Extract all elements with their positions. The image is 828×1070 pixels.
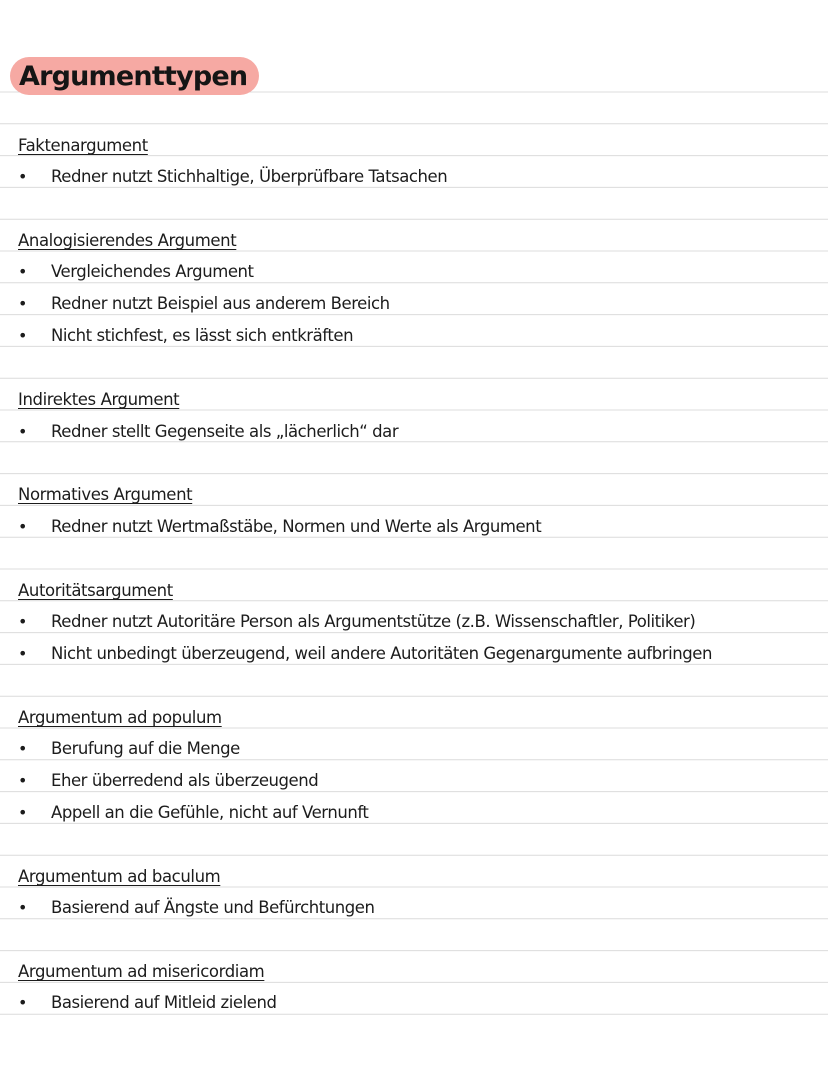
bullet-dot-icon: • — [18, 898, 28, 917]
bullet-dot-icon: • — [18, 803, 28, 822]
bullet-dot-icon: • — [18, 294, 28, 313]
bullet-dot-icon: • — [18, 993, 28, 1012]
bullet-dot-icon: • — [18, 422, 28, 441]
list-item — [18, 296, 390, 313]
bullet-dot-icon: • — [18, 167, 28, 186]
section-heading-normatives-argument: Normatives Argument — [18, 485, 193, 504]
list-item-text: Nicht stichfest, es lässt sich entkräften — [51, 326, 354, 345]
list-item-text: Redner nutzt Beispiel aus anderem Bereich — [51, 294, 390, 313]
list-item-text: Eher überredend als überzeugend — [51, 771, 319, 790]
bullet-dot-icon: • — [18, 326, 28, 345]
list-item — [18, 328, 353, 345]
list-item — [18, 614, 695, 631]
page-title: Argumenttypen — [19, 60, 248, 92]
list-item-text: Redner nutzt Wertmaßstäbe, Normen und Werte als Argument — [51, 517, 542, 536]
list-item — [18, 646, 712, 663]
section-heading-faktenargument: Faktenargument — [18, 136, 148, 155]
section-heading-argumentum-ad-populum: Argumentum ad populum — [18, 708, 222, 727]
list-item — [18, 169, 447, 186]
section-heading-argumentum-ad-misericordiam: Argumentum ad misericordiam — [18, 962, 265, 981]
bullet-dot-icon: • — [18, 771, 28, 790]
list-item — [18, 424, 398, 441]
bullet-dot-icon: • — [18, 612, 28, 631]
section-heading-analogisierendes-argument: Analogisierendes Argument — [18, 231, 237, 250]
list-item — [18, 900, 375, 917]
section-heading-indirektes-argument: Indirektes Argument — [18, 390, 180, 409]
list-item-text: Basierend auf Mitleid zielend — [51, 993, 277, 1012]
list-item-text: Appell an die Gefühle, nicht auf Vernunft — [51, 803, 369, 822]
list-item-text: Nicht unbedingt überzeugend, weil andere Autoritäten Gegenargumente aufbringen — [51, 644, 713, 663]
list-item-text: Basierend auf Ängste und Befürchtungen — [51, 898, 375, 917]
list-item-text: Vergleichendes Argument — [51, 262, 254, 281]
list-item-text: Redner nutzt Stichhaltige, Überprüfbare Tatsachen — [51, 167, 448, 186]
title-highlight — [10, 57, 259, 95]
list-item-text: Redner stellt Gegenseite als „lächerlich“ dar — [51, 422, 399, 441]
list-item — [18, 519, 541, 536]
list-item — [18, 995, 276, 1012]
bullet-dot-icon: • — [18, 739, 28, 758]
list-item-text: Berufung auf die Menge — [51, 739, 240, 758]
list-item — [18, 773, 318, 790]
section-heading-argumentum-ad-baculum: Argumentum ad baculum — [18, 867, 221, 886]
bullet-dot-icon: • — [18, 644, 28, 663]
bullet-dot-icon: • — [18, 262, 28, 281]
list-item — [18, 264, 254, 281]
list-item — [18, 741, 240, 758]
list-item-text: Redner nutzt Autoritäre Person als Argumentstütze (z.B. Wissenschaftler, Politiker) — [51, 612, 696, 631]
section-heading-autoritaetsargument: Autoritätsargument — [18, 581, 173, 600]
bullet-dot-icon: • — [18, 517, 28, 536]
list-item — [18, 805, 368, 822]
